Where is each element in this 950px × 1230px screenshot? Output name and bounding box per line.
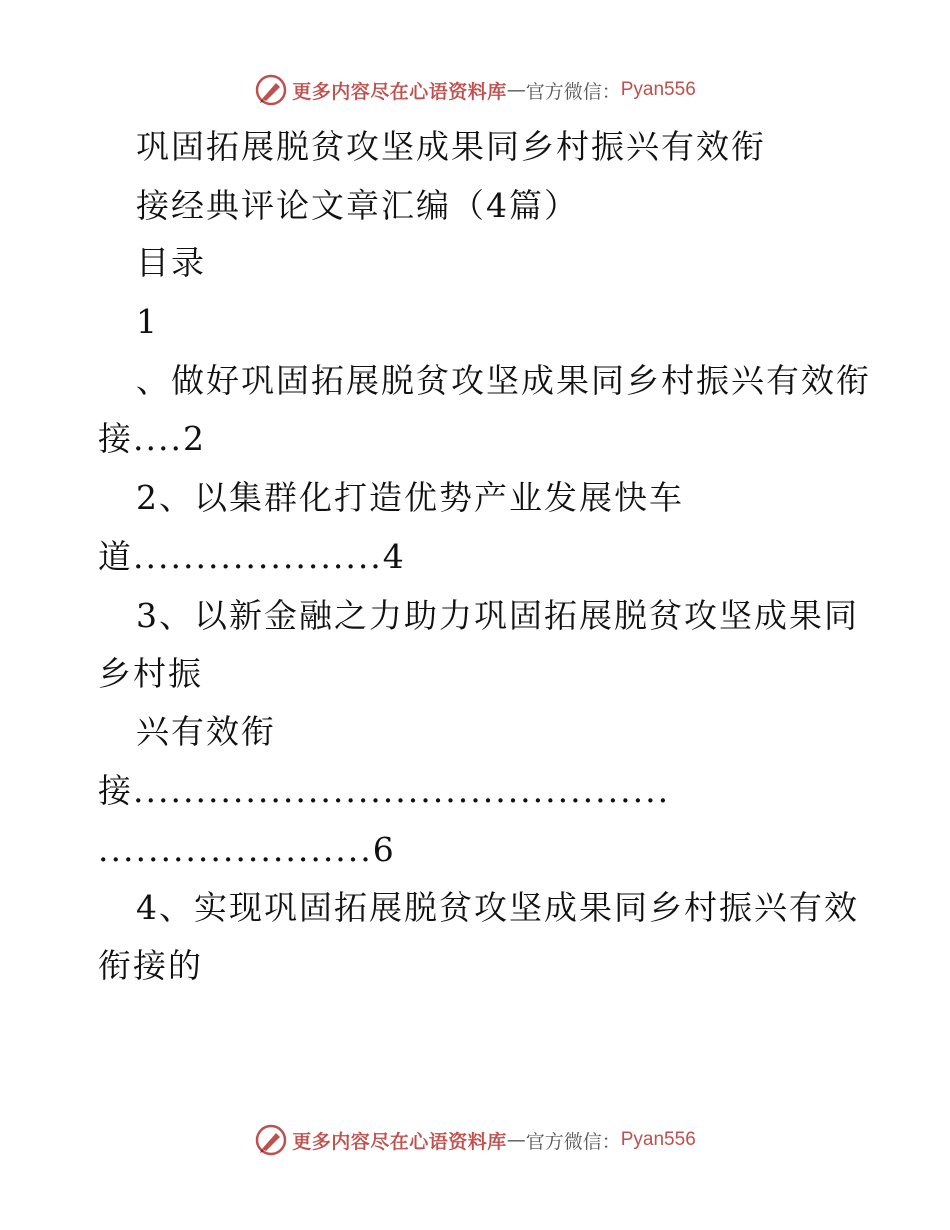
header-banner xyxy=(0,70,950,110)
pen-logo-icon xyxy=(254,1123,288,1157)
toc-item1-number: 1 xyxy=(136,302,159,341)
toc-item3-line4: 接........................................... xyxy=(98,771,671,810)
toc-item3-line3: 兴有效衔 xyxy=(136,712,276,751)
toc-item4-line2: 衔接的 xyxy=(98,946,203,985)
pen-logo-icon xyxy=(254,73,288,107)
toc-item2-line2: 道....................4 xyxy=(98,537,406,576)
banner-text: 更多内容尽在心语资料库 xyxy=(292,80,507,103)
banner-text: 更多内容尽在心语资料库 xyxy=(292,1130,507,1153)
banner-wechat-id: Pyan556 xyxy=(620,79,696,100)
toc-heading: 目录 xyxy=(136,243,206,282)
toc-item1-line2: 接....2 xyxy=(98,419,206,458)
document-title-line2: 接经典评论文章汇编（4篇） xyxy=(136,186,579,225)
footer-banner xyxy=(0,1120,950,1160)
toc-item1-line1: 、做好巩固拓展脱贫攻坚成果同乡村振兴有效衔 xyxy=(136,361,871,400)
toc-item3-line5: ......................6 xyxy=(98,830,396,869)
banner-wechat-id: Pyan556 xyxy=(620,1129,696,1150)
toc-item4-line1: 4、实现巩固拓展脱贫攻坚成果同乡村振兴有效 xyxy=(136,888,859,927)
document-title-line1: 巩固拓展脱贫攻坚成果同乡村振兴有效衔 xyxy=(136,127,766,166)
banner-wechat-label: 官方微信： xyxy=(525,1130,621,1153)
banner-separator: — xyxy=(506,1129,526,1151)
banner-separator: — xyxy=(506,79,526,101)
toc-item3-line1: 3、以新金融之力助力巩固拓展脱贫攻坚成果同 xyxy=(136,596,859,635)
toc-item2-line1: 2、以集群化打造优势产业发展快车 xyxy=(136,478,684,517)
toc-item3-line2: 乡村振 xyxy=(98,654,203,693)
banner-wechat-label: 官方微信： xyxy=(525,80,621,103)
